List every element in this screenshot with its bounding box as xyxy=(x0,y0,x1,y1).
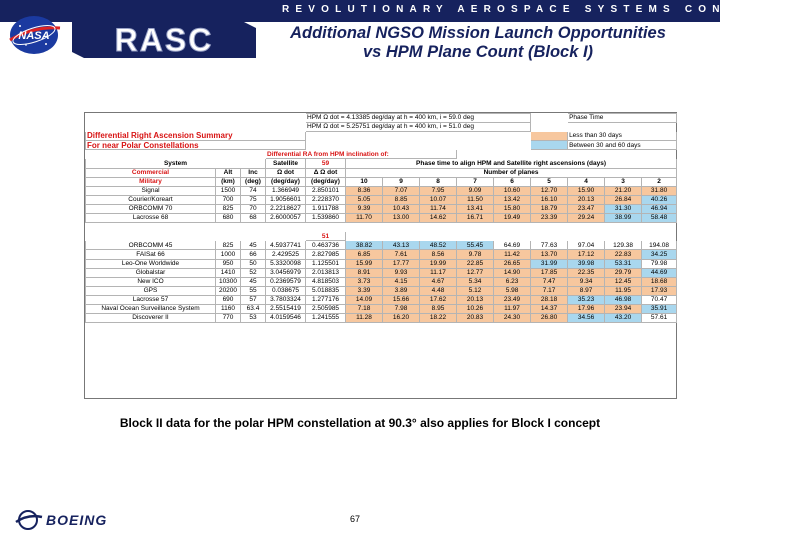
legend-swatch-peach xyxy=(531,132,568,141)
inclination: 55 xyxy=(241,286,266,295)
incl-51: 51 xyxy=(306,232,346,241)
plane-count: 5 xyxy=(531,177,568,186)
phase-time-cell: 12.45 xyxy=(605,277,642,286)
altitude: 1410 xyxy=(216,268,241,277)
table-cell xyxy=(568,123,677,132)
delta-omega-dot: 2.013813 xyxy=(306,268,346,277)
phase-time-cell: 7.98 xyxy=(383,304,420,313)
header-row xyxy=(86,159,677,168)
inclination: 74 xyxy=(241,186,266,195)
phase-time-cell: 44.69 xyxy=(642,268,677,277)
inclination: 68 xyxy=(241,214,266,223)
phase-time-cell: 19.99 xyxy=(420,259,457,268)
phase-time-cell: 22.85 xyxy=(457,259,494,268)
header-row xyxy=(86,114,677,123)
phase-time-cell: 7.17 xyxy=(531,286,568,295)
inclination: 63.4 xyxy=(241,304,266,313)
omega-dot: 2.2218627 xyxy=(266,204,306,213)
phase-time-cell: 34.56 xyxy=(568,314,605,323)
inclination: 70 xyxy=(241,204,266,213)
phase-time-cell: 17.93 xyxy=(642,286,677,295)
phase-time-cell: 4.67 xyxy=(420,277,457,286)
plane-count: 8 xyxy=(420,177,457,186)
omega-dot: 3.0456979 xyxy=(266,268,306,277)
altitude: 1160 xyxy=(216,304,241,313)
phase-time-cell: 35.91 xyxy=(642,304,677,313)
phase-time-cell: 4.48 xyxy=(420,286,457,295)
table-row xyxy=(86,268,677,277)
phase-time-cell: 17.96 xyxy=(568,304,605,313)
phase-time-cell: 29.24 xyxy=(568,214,605,223)
table-row xyxy=(86,259,677,268)
title-line-2: vs HPM Plane Count (Block I) xyxy=(362,43,594,61)
table-cell xyxy=(86,114,306,123)
delta-omega-dot: 2.505985 xyxy=(306,304,346,313)
plane-count: 7 xyxy=(457,177,494,186)
phase-time-cell: 12.70 xyxy=(531,186,568,195)
phase-time-cell: 8.91 xyxy=(346,268,383,277)
phase-time-cell: 16.10 xyxy=(531,195,568,204)
boeing-logo xyxy=(14,508,134,532)
phase-time-cell: 55.45 xyxy=(457,241,494,250)
phase-time-cell: 17.77 xyxy=(383,259,420,268)
system-name: Leo-One Worldwide xyxy=(86,259,216,268)
phase-time-cell: 11.28 xyxy=(346,314,383,323)
table-cell xyxy=(531,114,568,123)
delta-omega-dot: 1.911788 xyxy=(306,204,346,213)
phase-time-cell: 6.23 xyxy=(494,277,531,286)
table-row xyxy=(86,286,677,295)
phase-time-cell: 64.69 xyxy=(494,241,531,250)
header-row xyxy=(86,123,677,132)
title-line-1: Additional NGSO Mission Launch Opportunities xyxy=(290,24,666,42)
phase-time-cell: 8.56 xyxy=(420,250,457,259)
delta-omega-dot: 0.463736 xyxy=(306,241,346,250)
phase-time-cell: 22.83 xyxy=(605,250,642,259)
delta-omega-dot: 4.818503 xyxy=(306,277,346,286)
system-name: ORBCOMM 45 xyxy=(86,241,216,250)
hpm-line-2: HPM Ω dot = 5.25751 deg/day at h = 400 km, i = 51.0 deg xyxy=(306,123,531,132)
table-cell xyxy=(86,123,306,132)
phase-time-cell: 9.93 xyxy=(383,268,420,277)
phase-time-cell: 7.95 xyxy=(420,186,457,195)
phase-time-cell: 4.15 xyxy=(383,277,420,286)
rasc-logo xyxy=(68,14,260,62)
system-name: Courier/Koreart xyxy=(86,195,216,204)
table-row xyxy=(86,214,677,223)
omega-dot: 1.9056601 xyxy=(266,195,306,204)
table-row xyxy=(86,186,677,195)
phase-time-cell: 10.26 xyxy=(457,304,494,313)
table-row xyxy=(86,241,677,250)
delta-omega-dot: 2.850101 xyxy=(306,186,346,195)
system-name: Globalstar xyxy=(86,268,216,277)
phase-time-label: Phase Time xyxy=(568,114,677,123)
phase-time-cell: 17.62 xyxy=(420,295,457,304)
omega-dot: 0.038675 xyxy=(266,286,306,295)
phase-time-cell: 14.62 xyxy=(420,214,457,223)
system-name: GPS xyxy=(86,286,216,295)
phase-time-cell: 3.39 xyxy=(346,286,383,295)
phase-time-cell: 24.30 xyxy=(494,314,531,323)
header-row xyxy=(86,150,677,159)
phase-time-cell: 5.05 xyxy=(346,195,383,204)
system-name: FAISat 66 xyxy=(86,250,216,259)
summary-title-1: Differential Right Ascension Summary xyxy=(86,132,306,141)
altitude: 700 xyxy=(216,195,241,204)
phase-time-cell: 8.85 xyxy=(383,195,420,204)
unit-km: (km) xyxy=(216,177,241,186)
phase-time-cell: 12.77 xyxy=(457,268,494,277)
phase-time-cell: 15.99 xyxy=(346,259,383,268)
phase-time-cell: 16.20 xyxy=(383,314,420,323)
altitude: 680 xyxy=(216,214,241,223)
phase-time-cell: 70.47 xyxy=(642,295,677,304)
phase-time-cell: 14.37 xyxy=(531,304,568,313)
phase-time-cell: 19.49 xyxy=(494,214,531,223)
phase-time-cell: 11.97 xyxy=(494,304,531,313)
phase-time-cell: 31.99 xyxy=(531,259,568,268)
plane-count: 9 xyxy=(383,177,420,186)
phase-time-cell: 48.52 xyxy=(420,241,457,250)
inclination: 66 xyxy=(241,250,266,259)
altitude: 20200 xyxy=(216,286,241,295)
system-name: Signal xyxy=(86,186,216,195)
ra-summary-table xyxy=(85,113,677,323)
system-name: ORBCOMM 70 xyxy=(86,204,216,213)
phase-time-cell: 40.26 xyxy=(642,195,677,204)
phase-time-cell: 11.42 xyxy=(494,250,531,259)
phase-time-cell: 23.94 xyxy=(605,304,642,313)
phase-time-cell: 31.30 xyxy=(605,204,642,213)
table-cell xyxy=(86,223,677,232)
phase-time-cell: 22.35 xyxy=(568,268,605,277)
phase-time-cell: 26.80 xyxy=(531,314,568,323)
row-military: Military xyxy=(86,177,216,186)
phase-time-cell: 10.60 xyxy=(494,186,531,195)
phase-time-cell: 11.95 xyxy=(605,286,642,295)
header-row xyxy=(86,232,677,241)
phase-time-cell: 43.20 xyxy=(605,314,642,323)
omega-dot: 4.0159546 xyxy=(266,314,306,323)
omega-dot: 2.429525 xyxy=(266,250,306,259)
nasa-logo xyxy=(6,14,62,56)
num-planes: Number of planes xyxy=(346,168,677,177)
phase-time-cell: 53.31 xyxy=(605,259,642,268)
hpm-line-1: HPM Ω dot = 4.13385 deg/day at h = 400 km, i = 59.0 deg xyxy=(306,114,531,123)
caption: Block II data for the polar HPM constellation at 90.3° also applies for Block I concept xyxy=(119,416,601,430)
header-row xyxy=(86,132,677,141)
phase-time-cell: 7.07 xyxy=(383,186,420,195)
phase-time-cell: 8.97 xyxy=(568,286,605,295)
phase-time-cell: 3.73 xyxy=(346,277,383,286)
table-row xyxy=(86,295,677,304)
phase-time-cell: 17.85 xyxy=(531,268,568,277)
col-alt: Alt xyxy=(216,168,241,177)
phase-time-cell: 43.13 xyxy=(383,241,420,250)
phase-time-cell: 29.79 xyxy=(605,268,642,277)
phase-time-cell: 3.89 xyxy=(383,286,420,295)
phase-time-cell: 23.49 xyxy=(494,295,531,304)
table-cell xyxy=(86,150,266,159)
altitude: 690 xyxy=(216,295,241,304)
legend-swatch-blue xyxy=(531,141,568,150)
omega-dot: 4.5937741 xyxy=(266,241,306,250)
table-cell xyxy=(306,132,531,141)
phase-time-cell: 8.36 xyxy=(346,186,383,195)
phase-time-cell: 31.80 xyxy=(642,186,677,195)
phase-time-cell: 17.12 xyxy=(568,250,605,259)
phase-time-cell: 13.41 xyxy=(457,204,494,213)
phase-time-cell: 39.98 xyxy=(568,259,605,268)
plane-count: 4 xyxy=(568,177,605,186)
table-row xyxy=(86,250,677,259)
altitude: 825 xyxy=(216,204,241,213)
phase-time-cell: 23.39 xyxy=(531,214,568,223)
rasc-logo-text: RASC xyxy=(114,22,214,58)
banner-text: REVOLUTIONARY AEROSPACE SYSTEMS CONCEPTS xyxy=(282,4,790,15)
phase-time-cell: 34.25 xyxy=(642,250,677,259)
inclination: 57 xyxy=(241,295,266,304)
phase-time-cell: 20.13 xyxy=(568,195,605,204)
table-cell xyxy=(86,232,306,241)
delta-omega-dot: 1.277176 xyxy=(306,295,346,304)
col-odot: Ω dot xyxy=(266,168,306,177)
phase-time-cell: 5.98 xyxy=(494,286,531,295)
table-cell xyxy=(457,150,677,159)
phase-time-cell: 15.80 xyxy=(494,204,531,213)
inclination: 75 xyxy=(241,195,266,204)
phase-time-cell: 28.18 xyxy=(531,295,568,304)
altitude: 10300 xyxy=(216,277,241,286)
phase-time-cell: 35.23 xyxy=(568,295,605,304)
phase-time-cell: 18.22 xyxy=(420,314,457,323)
plane-count: 2 xyxy=(642,177,677,186)
phase-time-cell: 38.99 xyxy=(605,214,642,223)
phase-time-cell: 9.78 xyxy=(457,250,494,259)
omega-dot: 1.366949 xyxy=(266,186,306,195)
table-cell xyxy=(306,141,531,150)
unit-deg: (deg) xyxy=(241,177,266,186)
phase-time-cell: 6.85 xyxy=(346,250,383,259)
header-row xyxy=(86,168,677,177)
boeing-logo-text: BOEING xyxy=(46,512,108,528)
phase-time-cell: 18.68 xyxy=(642,277,677,286)
system-name: Lacrosse 57 xyxy=(86,295,216,304)
nasa-logo-text: NASA xyxy=(18,30,50,42)
inclination: 53 xyxy=(241,314,266,323)
phase-time-cell: 15.90 xyxy=(568,186,605,195)
table-row xyxy=(86,304,677,313)
phase-time-cell: 7.61 xyxy=(383,250,420,259)
legend-30-60: Between 30 and 60 days xyxy=(568,141,677,150)
altitude: 825 xyxy=(216,241,241,250)
phase-time-cell: 58.48 xyxy=(642,214,677,223)
altitude: 1000 xyxy=(216,250,241,259)
omega-dot: 2.5515419 xyxy=(266,304,306,313)
header-row xyxy=(86,177,677,186)
summary-title-2: For near Polar Constellations xyxy=(86,141,306,150)
phase-time-cell: 21.20 xyxy=(605,186,642,195)
system-name: Lacrosse 68 xyxy=(86,214,216,223)
phase-time-cell: 11.50 xyxy=(457,195,494,204)
col-inc: Inc xyxy=(241,168,266,177)
phase-time-cell: 9.34 xyxy=(568,277,605,286)
table-cell xyxy=(531,123,568,132)
table-row xyxy=(86,195,677,204)
diff-ra-heading: Differential RA from HPM inclination of: xyxy=(266,150,457,159)
phase-time-cell: 46.98 xyxy=(605,295,642,304)
phase-time-cell: 7.18 xyxy=(346,304,383,313)
unit-deg-day-1: (deg/day) xyxy=(266,177,306,186)
delta-omega-dot: 1.539860 xyxy=(306,214,346,223)
omega-dot: 0.2369579 xyxy=(266,277,306,286)
phase-time-cell: 13.00 xyxy=(383,214,420,223)
inclination: 45 xyxy=(241,277,266,286)
header-row xyxy=(86,141,677,150)
page-number: 67 xyxy=(350,514,361,524)
phase-time-cell: 20.83 xyxy=(457,314,494,323)
table-row xyxy=(86,277,677,286)
phase-time-cell: 79.98 xyxy=(642,259,677,268)
table-row xyxy=(86,314,677,323)
phase-time-cell: 9.09 xyxy=(457,186,494,195)
phase-time-cell: 129.38 xyxy=(605,241,642,250)
plane-count: 6 xyxy=(494,177,531,186)
col-system: System xyxy=(86,159,266,168)
inclination: 50 xyxy=(241,259,266,268)
delta-omega-dot: 5.018835 xyxy=(306,286,346,295)
omega-dot: 5.3320098 xyxy=(266,259,306,268)
spreadsheet-table xyxy=(84,112,677,399)
phase-time-cell: 14.90 xyxy=(494,268,531,277)
phase-time-cell: 9.39 xyxy=(346,204,383,213)
omega-dot: 2.6000057 xyxy=(266,214,306,223)
phase-time-cell: 97.04 xyxy=(568,241,605,250)
col-satellite: Satellite xyxy=(266,159,306,168)
system-name: Naval Ocean Surveillance System xyxy=(86,304,216,313)
phase-time-cell: 13.70 xyxy=(531,250,568,259)
phase-time-cell: 38.82 xyxy=(346,241,383,250)
inclination: 45 xyxy=(241,241,266,250)
phase-time-cell: 13.42 xyxy=(494,195,531,204)
plane-count: 3 xyxy=(605,177,642,186)
incl-59: 59 xyxy=(306,159,346,168)
row-commercial: Commercial xyxy=(86,168,216,177)
phase-time-cell: 46.94 xyxy=(642,204,677,213)
plane-count: 10 xyxy=(346,177,383,186)
table-row xyxy=(86,204,677,213)
phase-heading: Phase time to align HPM and Satellite right ascensions (days) xyxy=(346,159,677,168)
phase-time-cell: 18.79 xyxy=(531,204,568,213)
system-name: Discoverer II xyxy=(86,314,216,323)
unit-deg-day-2: (deg/day) xyxy=(306,177,346,186)
phase-time-cell: 7.47 xyxy=(531,277,568,286)
col-dodot: Δ Ω dot xyxy=(306,168,346,177)
legend-less-30: Less than 30 days xyxy=(568,132,677,141)
delta-omega-dot: 2.827985 xyxy=(306,250,346,259)
inclination: 52 xyxy=(241,268,266,277)
altitude: 770 xyxy=(216,314,241,323)
phase-time-cell: 10.43 xyxy=(383,204,420,213)
phase-time-cell: 11.74 xyxy=(420,204,457,213)
phase-time-cell: 77.63 xyxy=(531,241,568,250)
delta-omega-dot: 1.241555 xyxy=(306,314,346,323)
system-name: New ICO xyxy=(86,277,216,286)
table-cell xyxy=(346,232,677,241)
phase-time-cell: 57.61 xyxy=(642,314,677,323)
phase-time-cell: 26.65 xyxy=(494,259,531,268)
phase-time-cell: 8.95 xyxy=(420,304,457,313)
omega-dot: 3.7803324 xyxy=(266,295,306,304)
phase-time-cell: 14.09 xyxy=(346,295,383,304)
phase-time-cell: 20.13 xyxy=(457,295,494,304)
phase-time-cell: 194.08 xyxy=(642,241,677,250)
phase-time-cell: 10.07 xyxy=(420,195,457,204)
phase-time-cell: 16.71 xyxy=(457,214,494,223)
phase-time-cell: 23.47 xyxy=(568,204,605,213)
phase-time-cell: 11.70 xyxy=(346,214,383,223)
delta-omega-dot: 1.125501 xyxy=(306,259,346,268)
phase-time-cell: 5.34 xyxy=(457,277,494,286)
phase-time-cell: 26.84 xyxy=(605,195,642,204)
altitude: 950 xyxy=(216,259,241,268)
phase-time-cell: 11.17 xyxy=(420,268,457,277)
delta-omega-dot: 2.228370 xyxy=(306,195,346,204)
phase-time-cell: 15.66 xyxy=(383,295,420,304)
spacer-row xyxy=(86,223,677,232)
phase-time-cell: 5.12 xyxy=(457,286,494,295)
page-title xyxy=(250,24,706,62)
altitude: 1500 xyxy=(216,186,241,195)
